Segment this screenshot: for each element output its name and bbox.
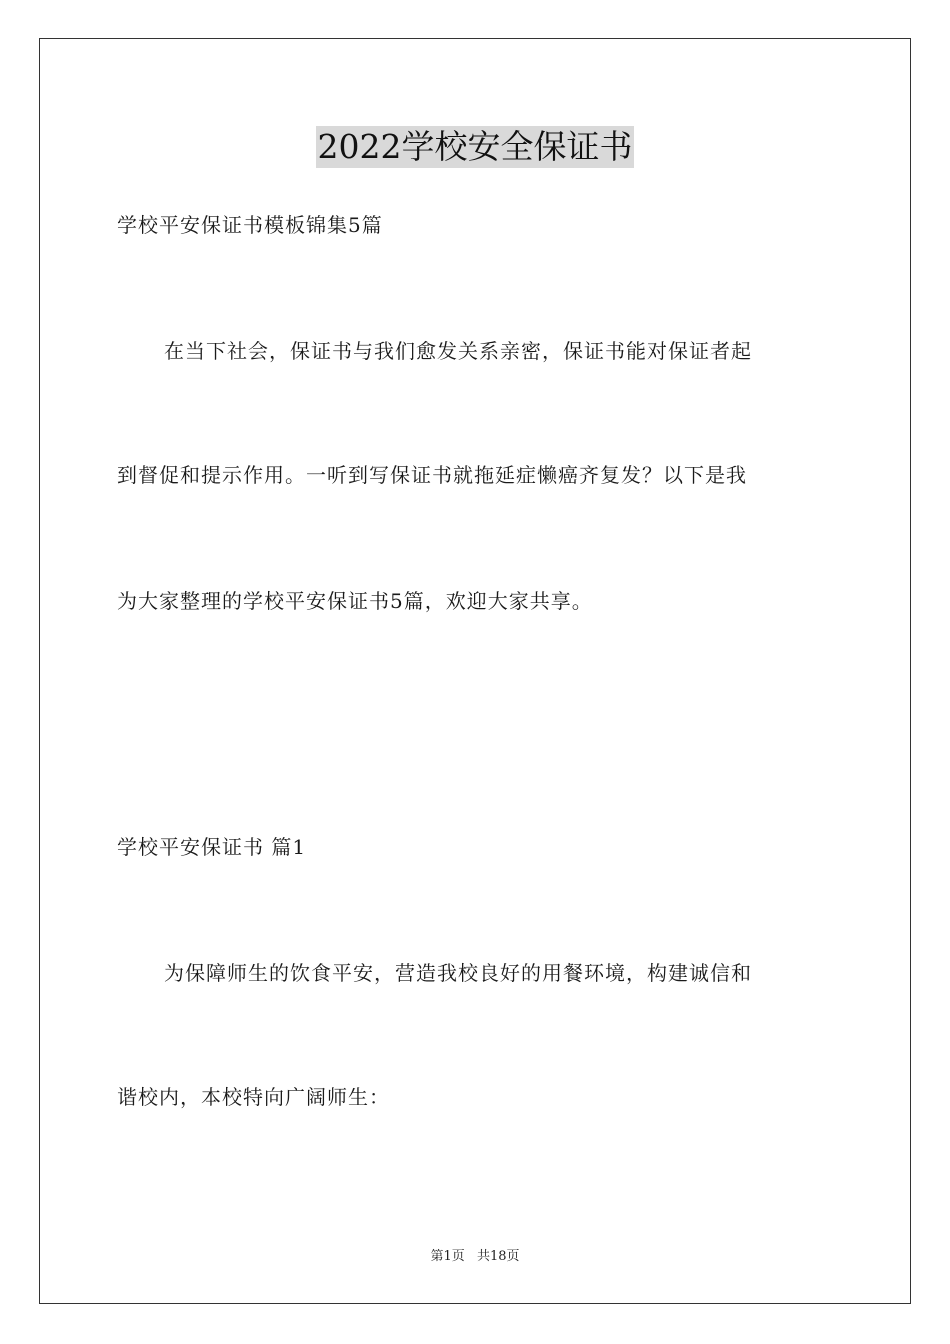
page-number: 第1页: [430, 1249, 465, 1264]
intro-line-2: 到督促和提示作用。一听到写保证书就拖延症懒癌齐复发？以下是我: [117, 463, 747, 487]
intro-line-3: 为大家整理的学校平安保证书5篇，欢迎大家共享。: [117, 589, 593, 613]
document-subtitle: 学校平安保证书模板锦集5篇: [117, 213, 383, 237]
page-footer: [0, 1248, 950, 1266]
title-container: [0, 126, 950, 168]
intro-line-1: 在当下社会，保证书与我们愈发关系亲密，保证书能对保证者起: [164, 339, 752, 363]
document-title: 2022学校安全保证书: [317, 127, 633, 166]
section-line-1: 为保障师生的饮食平安，营造我校良好的用餐环境，构建诚信和: [164, 961, 752, 985]
page-total: 共18页: [476, 1249, 520, 1264]
section-line-2: 谐校内，本校特向广阔师生：: [117, 1085, 390, 1109]
section-heading: 学校平安保证书 篇1: [117, 835, 307, 859]
